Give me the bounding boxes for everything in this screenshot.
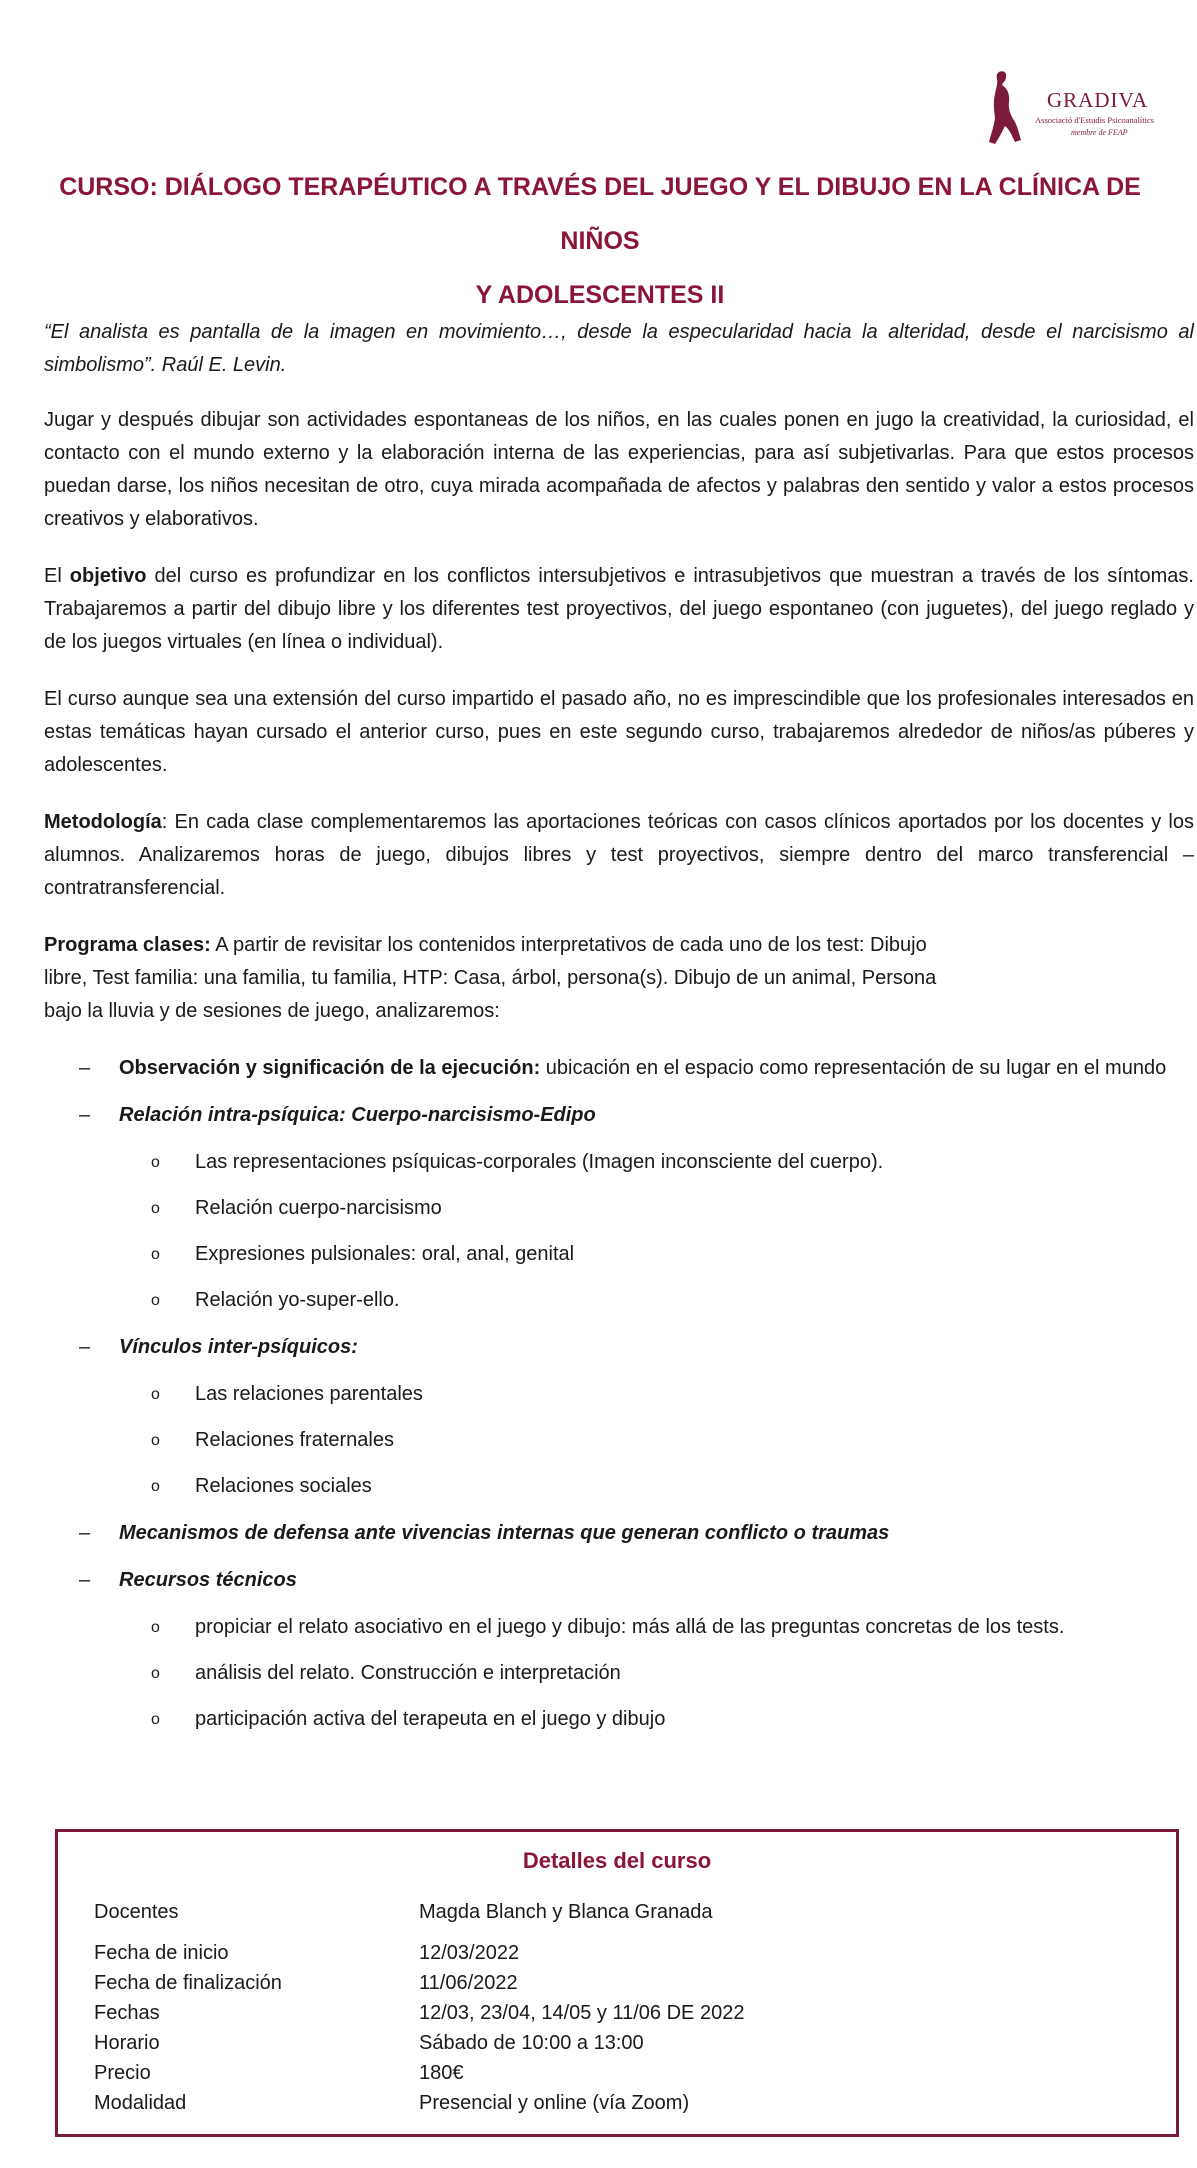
gradiva-logo bbox=[985, 68, 1185, 158]
paragraph-objetivo bbox=[44, 560, 1194, 659]
details-row-fechas bbox=[94, 1999, 744, 2027]
page-title bbox=[40, 160, 1160, 322]
paragraph-intro: Jugar y después dibujar son actividades espontaneas de los niños, en las cuales ponen en jugo la creatividad, la curiosidad, el contacto con el mundo externo y la elaboración interna de las experiencias, para así subjetivarlas. Para que estos procesos puedan darse, los niños necesitan de otro, cuya mirada acompañada de afectos y palabras den sentido y valor a estos procesos creativos y elaborativos. bbox=[44, 409, 1194, 530]
course-details-box bbox=[55, 1829, 1179, 2137]
recursos-label: Recursos técnicos bbox=[119, 1569, 297, 1591]
circle-marker: o bbox=[151, 1665, 160, 1682]
sub-list-item bbox=[119, 1378, 1194, 1411]
logo-subtitle: Associació d'Estudis Psicoanalítics bbox=[1035, 115, 1155, 125]
sub-item-text: Relaciones sociales bbox=[195, 1475, 372, 1497]
details-row-inicio bbox=[94, 1939, 519, 1967]
sub-list-item bbox=[119, 1611, 1194, 1644]
intrapsiquica-sublist bbox=[119, 1146, 1194, 1317]
sub-item-text: Relación yo-super-ello. bbox=[195, 1289, 400, 1311]
details-row-precio bbox=[94, 2059, 464, 2087]
list-item-interpsiquicos bbox=[44, 1331, 1194, 1503]
observacion-label: Observación y significación de la ejecución: bbox=[119, 1057, 541, 1079]
sub-item-text: Relación cuerpo-narcisismo bbox=[195, 1197, 442, 1219]
programa-label: Programa clases: bbox=[44, 934, 211, 956]
details-value: 180€ bbox=[419, 2062, 464, 2084]
list-item-intrapsiquica bbox=[44, 1099, 1194, 1317]
mecanismos-label: Mecanismos de defensa ante vivencias internas que generan conflicto o traumas bbox=[119, 1522, 890, 1544]
programa-line-3: bajo la lluvia y de sesiones de juego, analizaremos: bbox=[44, 1000, 500, 1022]
paragraph-extension: El curso aunque sea una extensión del curso impartido el pasado año, no es imprescindible que los profesionales interesados en estas temáticas hayan cursado el anterior curso, pues en este segundo curso, trabajaremos alrededor de niños/as púberes y adolescentes. bbox=[44, 688, 1194, 776]
sub-item-text: propiciar el relato asociativo en el juego y dibujo: más allá de las preguntas concretas de los tests. bbox=[195, 1616, 1065, 1638]
details-value: Presencial y online (vía Zoom) bbox=[419, 2092, 690, 2114]
sub-item-text: Relaciones fraternales bbox=[195, 1429, 394, 1451]
epigraph-quote: “El analista es pantalla de la imagen en movimiento…, desde la especularidad hacia la alteridad, desde el narcisismo al simbolismo”. Raúl E. Levin. bbox=[44, 321, 1194, 376]
logo-member: membre de FEAP bbox=[1071, 128, 1128, 137]
details-row-horario bbox=[94, 2029, 644, 2057]
details-value: 11/06/2022 bbox=[419, 1972, 518, 1994]
programa-line-2: libre, Test familia: una familia, tu familia, HTP: Casa, árbol, persona(s). Dibujo de un animal, Persona bbox=[44, 967, 937, 989]
details-label: Fecha de finalización bbox=[94, 1972, 282, 1994]
sub-list-item bbox=[119, 1424, 1194, 1457]
sub-item-text: Las representaciones psíquicas-corporales (Imagen inconsciente del cuerpo). bbox=[195, 1151, 884, 1173]
details-label: Docentes bbox=[94, 1901, 179, 1923]
details-value: 12/03/2022 bbox=[419, 1942, 520, 1964]
dash-marker: – bbox=[79, 1336, 91, 1358]
sub-list-item bbox=[119, 1238, 1194, 1271]
document-body bbox=[44, 316, 1194, 1750]
circle-marker: o bbox=[151, 1200, 160, 1217]
sub-item-text: participación activa del terapeuta en el juego y dibujo bbox=[195, 1708, 666, 1730]
dash-marker: – bbox=[79, 1104, 91, 1126]
details-row-finalizacion bbox=[94, 1969, 518, 1997]
dash-marker: – bbox=[79, 1522, 91, 1544]
interpsiquicos-label: Vínculos inter-psíquicos: bbox=[119, 1336, 358, 1358]
circle-marker: o bbox=[151, 1478, 160, 1495]
metodologia-label: Metodología bbox=[44, 811, 162, 833]
list-item-mecanismos bbox=[44, 1517, 1194, 1550]
circle-marker: o bbox=[151, 1711, 160, 1728]
details-row-modalidad bbox=[94, 2089, 689, 2117]
programa-line-1: A partir de revisitar los contenidos interpretativos de cada uno de los test: Dibujo bbox=[210, 934, 927, 956]
circle-marker: o bbox=[151, 1619, 160, 1636]
metodologia-text: : En cada clase complementaremos las aportaciones teóricas con casos clínicos aportados por los docentes y los alumnos. Analizaremos horas de juego, dibujos libres y test proyectivos, siempre dentro del marco transferencial – contratransferencial. bbox=[44, 811, 1194, 899]
details-row-docentes bbox=[94, 1898, 713, 1926]
interpsiquicos-sublist bbox=[119, 1378, 1194, 1503]
details-label: Fechas bbox=[94, 2002, 160, 2024]
circle-marker: o bbox=[151, 1432, 160, 1449]
sub-item-text: Expresiones pulsionales: oral, anal, genital bbox=[195, 1243, 575, 1265]
circle-marker: o bbox=[151, 1246, 160, 1263]
sub-list-item bbox=[119, 1657, 1194, 1690]
statue-logo-icon bbox=[985, 68, 1029, 148]
title-line-2: Y ADOLESCENTES II bbox=[475, 281, 725, 309]
logo-brand: GRADIVA bbox=[1047, 88, 1149, 112]
sub-list-item bbox=[119, 1703, 1194, 1736]
details-value: 12/03, 23/04, 14/05 y 11/06 DE 2022 bbox=[419, 2002, 745, 2024]
details-label: Precio bbox=[94, 2062, 151, 2084]
sub-list-item bbox=[119, 1470, 1194, 1503]
circle-marker: o bbox=[151, 1292, 160, 1309]
list-item-observacion bbox=[44, 1052, 1194, 1085]
recursos-sublist bbox=[119, 1611, 1194, 1736]
objetivo-prefix: El bbox=[44, 565, 70, 587]
paragraph-programa bbox=[44, 929, 1194, 1028]
title-line-1: CURSO: DIÁLOGO TERAPÉUTICO A TRAVÉS DEL JUEGO Y EL DIBUJO EN LA CLÍNICA DE NIÑOS bbox=[59, 173, 1141, 255]
intrapsiquica-label: Relación intra-psíquica: Cuerpo-narcisismo-Edipo bbox=[119, 1104, 596, 1126]
objetivo-label: objetivo bbox=[69, 565, 147, 587]
objetivo-text: del curso es profundizar en los conflictos intersubjetivos e intrasubjetivos que muestran a través de los síntomas. Trabajaremos a partir del dibujo libre y los diferentes test proyectivos, del juego espontaneo (con juguetes), del juego reglado y de los juegos virtuales (en línea o individual). bbox=[44, 565, 1194, 653]
details-label: Horario bbox=[94, 2032, 160, 2054]
sub-list-item bbox=[119, 1146, 1194, 1179]
sub-list-item bbox=[119, 1192, 1194, 1225]
details-label: Fecha de inicio bbox=[94, 1942, 229, 1964]
circle-marker: o bbox=[151, 1386, 160, 1403]
details-title: Detalles del curso bbox=[522, 1848, 712, 1873]
sub-list-item bbox=[119, 1284, 1194, 1317]
details-label: Modalidad bbox=[94, 2092, 187, 2114]
paragraph-metodologia bbox=[44, 806, 1194, 905]
sub-item-text: Las relaciones parentales bbox=[195, 1383, 423, 1405]
sub-item-text: análisis del relato. Construcción e interpretación bbox=[195, 1662, 621, 1684]
dash-marker: – bbox=[79, 1569, 91, 1591]
observacion-text: ubicación en el espacio como representación de su lugar en el mundo bbox=[540, 1057, 1167, 1079]
list-item-recursos bbox=[44, 1564, 1194, 1736]
program-list bbox=[44, 1052, 1194, 1736]
dash-marker: – bbox=[79, 1057, 91, 1079]
details-value: Sábado de 10:00 a 13:00 bbox=[419, 2032, 644, 2054]
circle-marker: o bbox=[151, 1154, 160, 1171]
details-value: Magda Blanch y Blanca Granada bbox=[419, 1901, 713, 1923]
